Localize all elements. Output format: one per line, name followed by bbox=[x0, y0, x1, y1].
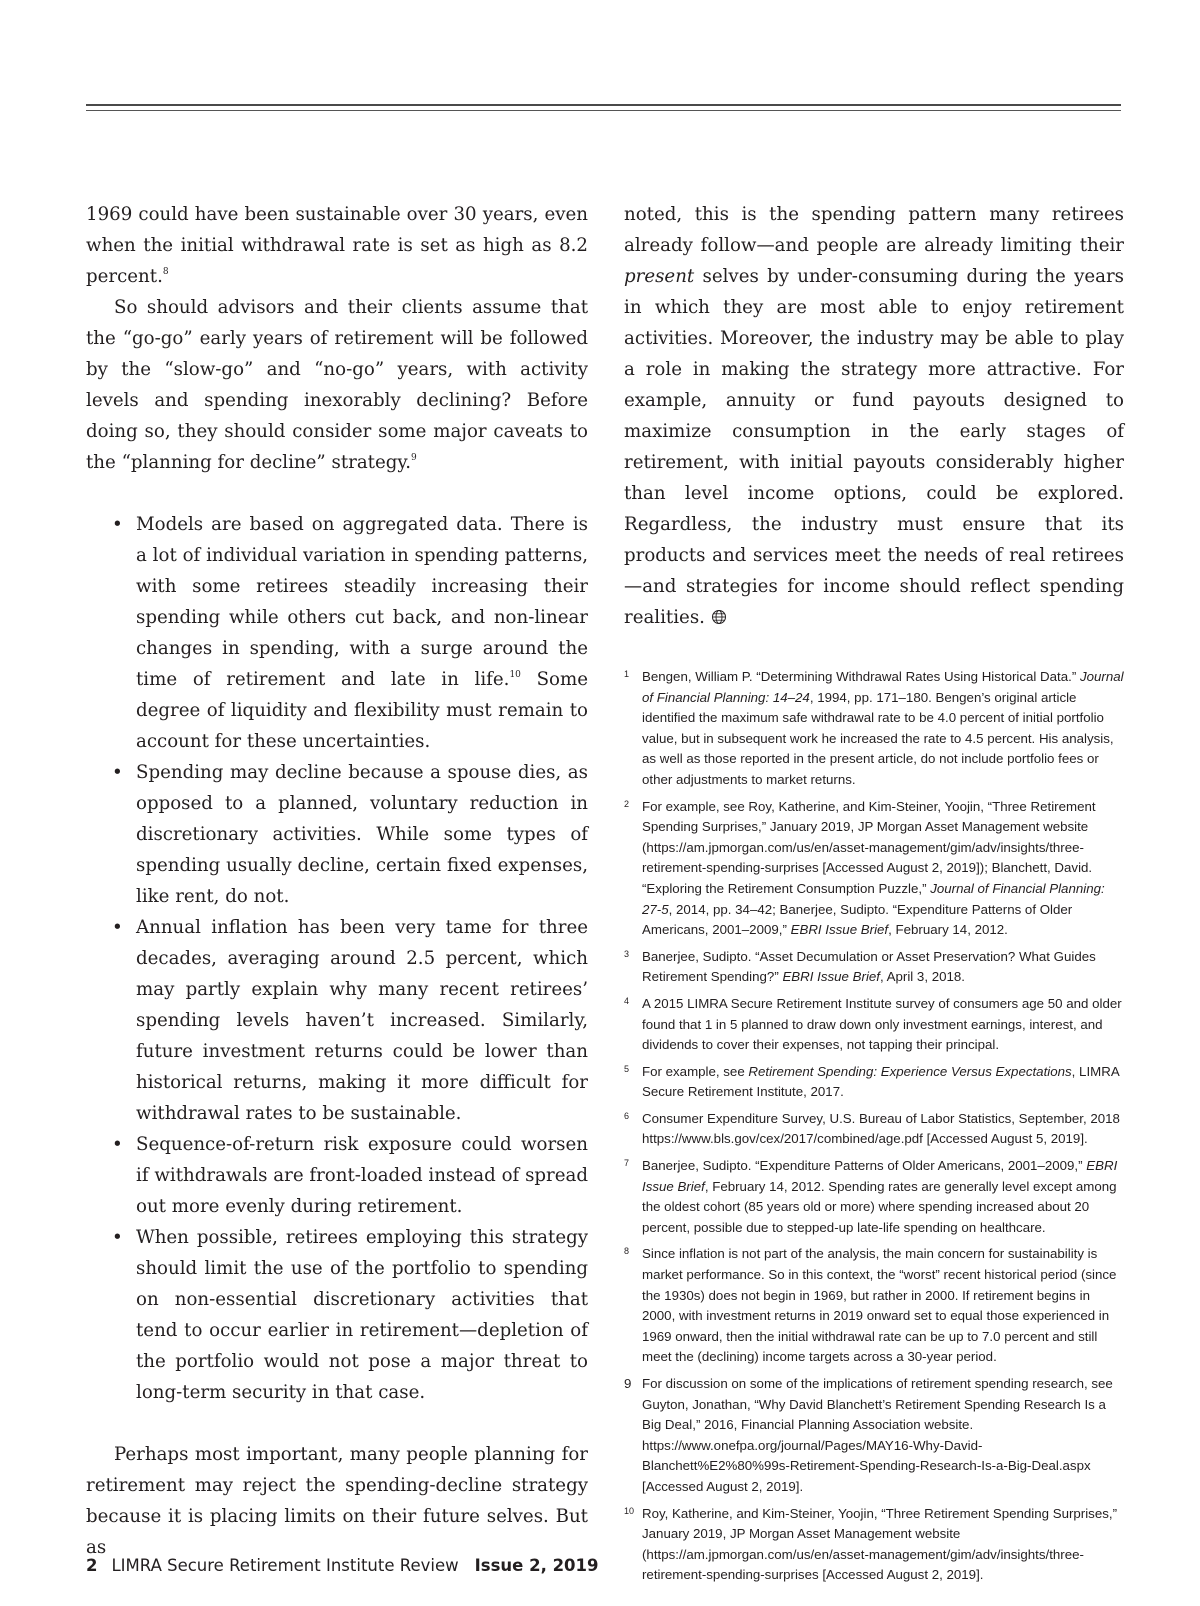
footnote-ref[interactable]: 8 bbox=[162, 267, 169, 277]
footnote-item: 2 For example, see Roy, Katherine, and Kim-Steiner, Yoojin, “Three Retirement Spending Surprises,” January 2019, JP Morgan Asset Management website (https://am.jpmorgan.com/us/en/asset-management/gim/adv/insights/three-retirement-spending-surprises [Accessed August 2, 2019]); Blanchett, David. “Exploring the Retirement Consumption Puzzle,” Journal of Financial Planning: 27-5, 2014, pp. 34–42; Banerjee, Sudipto. “Expenditure Patterns of Older Americans, 2001–2009,” EBRI Issue Brief, February 14, 2012. bbox=[624, 797, 1124, 941]
footnote-item: 10 Roy, Katherine, and Kim-Steiner, Yoojin, “Three Retirement Spending Surprises,” January 2019, JP Morgan Asset Management website (https://am.jpmorgan.com/us/en/asset-management/gim/adv/insights/three-retirement-spending-surprises [Accessed August 2, 2019]. bbox=[624, 1504, 1124, 1586]
footnote-number: 4 bbox=[624, 995, 630, 1006]
footnote-item: 6 Consumer Expenditure Survey, U.S. Bureau of Labor Statistics, September, 2018 https://www.bls.gov/cex/2017/combined/age.pdf [Accessed August 5, 2019]. bbox=[624, 1109, 1124, 1150]
footnote-number: 1 bbox=[624, 669, 630, 679]
footnote-item: 4 A 2015 LIMRA Secure Retirement Institute survey of consumers age 50 and older found that 1 in 5 planned to draw down only investment earnings, interest, and dividends to cover their expenses, not tapping their principal. bbox=[624, 994, 1124, 1056]
list-item: • Models are based on aggregated data. There is a lot of individual variation in spending patterns, with some retirees steadily increasing their spending while others cut back, and non-linear changes in spending, with a surge around the time of retirement and late in life.$^{10}$ Some degree of liquidity and flexibility must remain to account for these uncertainties. bbox=[136, 509, 588, 757]
list-item: • Annual inflation has been very tame for three decades, averaging around 2.5 percent, which may partly explain why many recent retirees’ spending levels haven’t increased. Similarly, future investment returns could be lower than historical returns, making it more difficult for withdrawal rates to be sustainable. bbox=[136, 912, 588, 1129]
list-item: • When possible, retirees employing this strategy should limit the use of the portfolio to spending on non-essential discretionary activities that tend to occur earlier in retirement—depletion of the portfolio would not pose a major threat to long-term security in that case. bbox=[136, 1222, 588, 1408]
page-number: 2 bbox=[86, 1556, 98, 1575]
footnote-item: 3 Banerjee, Sudipto. “Asset Decumulation or Asset Preservation? What Guides Retirement Spending?” EBRI Issue Brief, April 3, 2018. bbox=[624, 947, 1124, 988]
footnote-number: 3 bbox=[624, 948, 630, 959]
header-rule-bottom bbox=[86, 110, 1121, 111]
footnote-ref[interactable]: 9 bbox=[411, 453, 417, 463]
right-paragraph-1: noted, this is the spending pattern many retirees already follow—and people are already limiting their present selves by under-consuming during the years in which they are most able to enjoy retirement activities. Moreover, the industry may be able to play a role in making the strategy more attractive. For example, annuity or fund payouts designed to maximize consumption in the early stages of retirement, with initial payouts considerably higher than level income options, could be explored. Regardless, the industry must ensure that its products and services meet the needs of real retirees—and strategies for income should reflect spending realities. bbox=[624, 204, 1124, 628]
list-item: • Spending may decline because a spouse dies, as opposed to a planned, voluntary reduction in discretionary activities. While some types of spending usually decline, certain fixed expenses, like rent, do not. bbox=[136, 757, 588, 912]
left-paragraph-3: Perhaps most important, many people planning for retirement may reject the spending-decline strategy because it is placing limits on their future selves. But as bbox=[86, 1444, 588, 1558]
footnote-item: 9 For discussion on some of the implications of retirement spending research, see Guyton, Jonathan, “Why David Blanchett’s Retirement Spending Research Is a Big Deal,” 2016, Financial Planning Association website. https://www.onefpa.org/journal/Pages/MAY16-Why-David-Blanchett%E2%80%99s-Retirement-Spending-Research-Is-a-Big-Deal.aspx [Accessed August 2, 2019]. bbox=[624, 1376, 1113, 1494]
footnote-number: 2 bbox=[624, 798, 630, 809]
footnote-item: 5 For example, see Retirement Spending: Experience Versus Expectations, LIMRA Secure Retirement Institute, 2017. bbox=[624, 1062, 1124, 1103]
bullet-icon: • bbox=[112, 917, 123, 938]
bullet-icon: • bbox=[112, 1227, 123, 1248]
footnote-number: 5 bbox=[624, 1063, 630, 1074]
globe-icon bbox=[711, 604, 727, 620]
bullet-icon: • bbox=[112, 514, 123, 535]
footnote-number: 7 bbox=[624, 1158, 630, 1169]
footnote-ref[interactable]: 10 bbox=[509, 670, 521, 680]
left-paragraph-2: So should advisors and their clients assume that the “go-go” early years of retirement will be followed by the “slow-go” and “no-go” years, with activity levels and spending inexorably declining? Before doing so, they should consider some major caveats to the “planning for decline” strategy.$^9$ bbox=[86, 297, 588, 473]
list-item: • Sequence-of-return risk exposure could worsen if withdrawals are front-loaded instead of spread out more evenly during retirement. bbox=[136, 1129, 588, 1222]
footnote-item: 7 Banerjee, Sudipto. “Expenditure Patterns of Older Americans, 2001–2009,” EBRI Issue Brief, February 14, 2012. Spending rates are generally level except among the oldest cohort (85 years old or more) where spending increased about 20 percent, possible due to stepped-up late-life spending on healthcare. bbox=[624, 1156, 1124, 1238]
left-column bbox=[86, 199, 588, 1563]
bullet-icon: • bbox=[112, 1134, 123, 1155]
issue-label: Issue 2, 2019 bbox=[474, 1556, 599, 1575]
bullet-icon: • bbox=[112, 762, 123, 783]
left-paragraph-1: 1969 could have been sustainable over 30 years, even when the initial withdrawal rate is set as high as 8.2 percent.$^8$ bbox=[86, 204, 588, 287]
header-rule-top bbox=[86, 104, 1121, 106]
footnotes bbox=[624, 667, 1124, 1586]
footnote-number: 10 bbox=[624, 1505, 635, 1516]
publication-title: LIMRA Secure Retirement Institute Review bbox=[111, 1556, 459, 1575]
right-column bbox=[624, 199, 1124, 1592]
footnote-number: 6 bbox=[624, 1110, 630, 1121]
footnote-number: 8 bbox=[624, 1246, 630, 1257]
caveats-list bbox=[86, 509, 588, 1408]
footnote-number: 9 bbox=[624, 1376, 632, 1391]
page-footer bbox=[86, 1556, 599, 1575]
footnote-item: 8 Since inflation is not part of the analysis, the main concern for sustainability is market performance. So in this context, the “worst” recent historical period (since the 1930s) does not begin in 1969, but rather in 2000. If retirement begins in 2000, with investment returns in 2019 onward set to equal those experienced in 1969 onward, then the initial withdrawal rate can be up to 7.0 percent and still meet the (declining) income targets across a 30-year period. bbox=[624, 1244, 1124, 1368]
footnote-item: 1 Bengen, William P. “Determining Withdrawal Rates Using Historical Data.” Journal of Financial Planning: 14–24, 1994, pp. 171–180. Bengen’s original article identified the maximum safe withdrawal rate to be 4.0 percent of initial portfolio value, but in subsequent work he increased the rate to 4.5 percent. His analysis, as well as those reported in the present article, do not include portfolio fees or other adjustments to market returns. bbox=[624, 667, 1124, 791]
